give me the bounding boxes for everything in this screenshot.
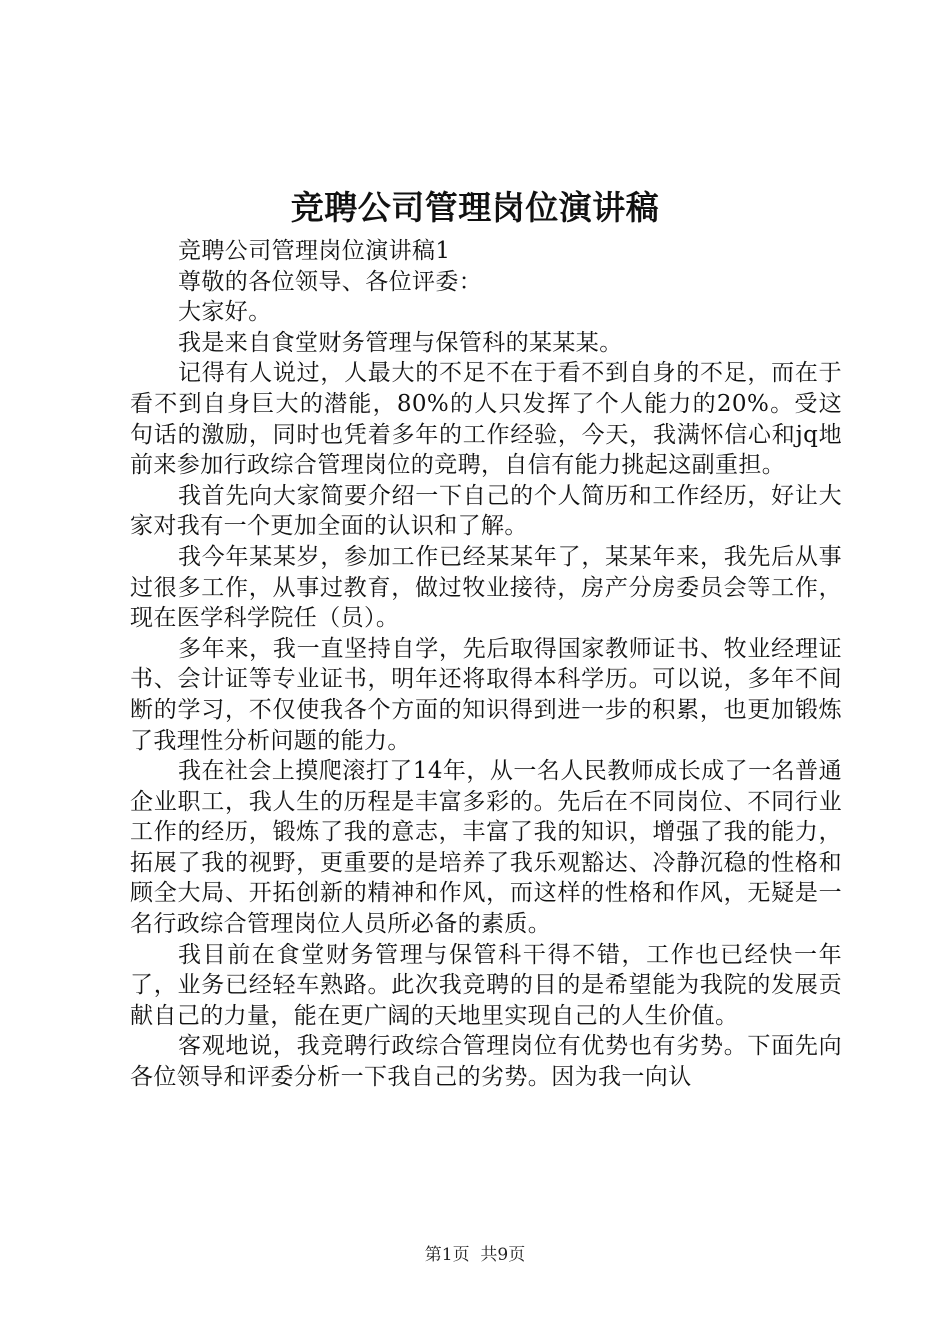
paragraph: 我首先向大家简要介绍一下自己的个人简历和工作经历，好让大家对我有一个更加全面的认识和了解。 [130, 482, 842, 540]
paragraph: 多年来，我一直坚持自学，先后取得国家教师证书、牧业经理证书、会计证等专业证书，明年还将取得本科学历。可以说，多年不间断的学习，不仅使我各个方面的知识得到进一步的积累，也更加锻炼了我理性分析问题的能力。 [130, 635, 842, 754]
page-footer [0, 1243, 950, 1267]
paragraph: 客观地说，我竞聘行政综合管理岗位有优势也有劣势。下面先向各位领导和评委分析一下我自己的劣势。因为我一向认 [130, 1033, 842, 1091]
paragraph: 竞聘公司管理岗位演讲稿1 [178, 238, 451, 264]
paragraph: 我目前在食堂财务管理与保管科干得不错，工作也已经快一年了，业务已经轻车熟路。此次我竞聘的目的是希望能为我院的发展贡献自己的力量，能在更广阔的天地里实现自己的人生价值。 [130, 941, 842, 1029]
paragraph: 尊敬的各位领导、各位评委： [178, 268, 483, 295]
page-number: 第1页 共9页 [424, 1245, 526, 1265]
paragraph: 大家好。 [178, 299, 272, 326]
paragraph: 记得有人说过，人最大的不足不在于看不到自身的不足，而在于看不到自身巨大的潜能，80%的人只发挥了个人能力的20%。受这句话的激励，同时也凭着多年的工作经验，今天，我满怀信心和jq地前来参加行政综合管理岗位的竞聘，自信有能力挑起这副重担。 [130, 360, 842, 479]
document-title: 竞聘公司管理岗位演讲稿 [290, 188, 660, 227]
paragraph: 我在社会上摸爬滚打了14年，从一名人民教师成长成了一名普通企业职工，我人生的历程是丰富多彩的。先后在不同岗位、不同行业工作的经历，锻炼了我的意志，丰富了我的知识，增强了我的能力，拓展了我的视野，更重要的是培养了我乐观豁达、冷静沉稳的性格和顾全大局、开拓创新的精神和作风，而这样的性格和作风，无疑是一名行政综合管理岗位人员所必备的素质。 [130, 758, 842, 938]
paragraph: 我是来自食堂财务管理与保管科的某某某。 [178, 329, 623, 356]
paragraph: 我今年某某岁，参加工作已经某某年了，某某年来，我先后从事过很多工作，从事过教育，做过牧业接待，房产分房委员会等工作，现在医学科学院任（员）。 [130, 543, 842, 632]
document-body [130, 236, 842, 1093]
